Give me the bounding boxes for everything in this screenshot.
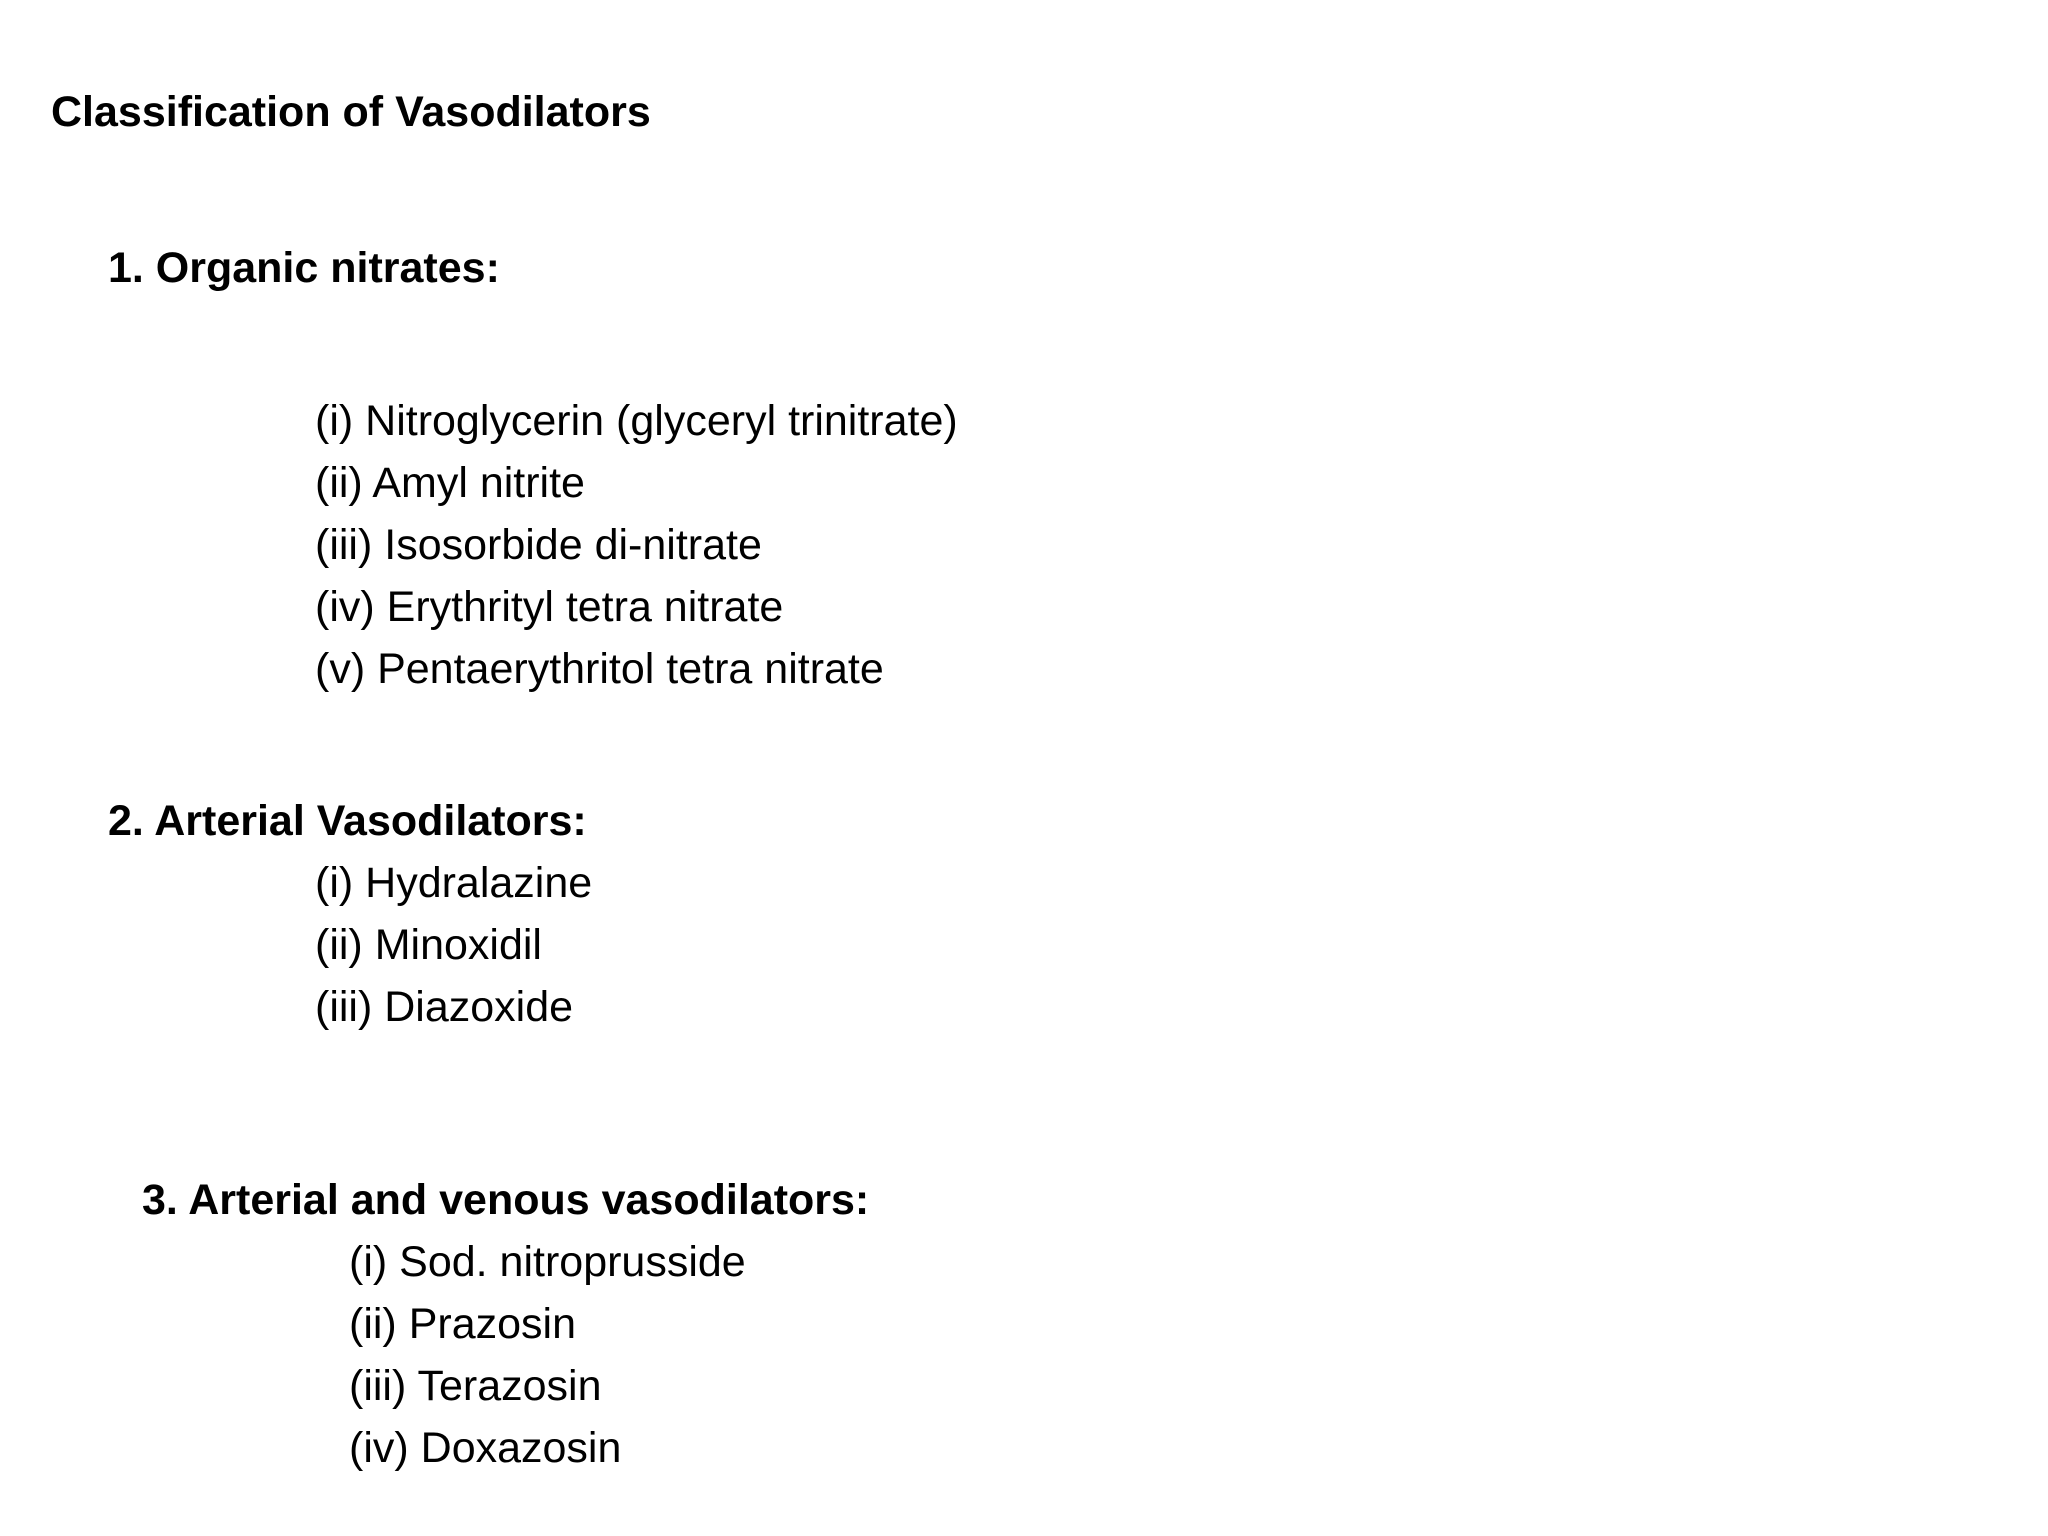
list-item: (iii) Isosorbide di-nitrate — [315, 521, 762, 569]
drug-list — [315, 852, 592, 1038]
list-item: (i) Hydralazine — [315, 859, 593, 907]
page-title: Classification of Vasodilators — [51, 88, 651, 136]
list-item: (i) Nitroglycerin (glyceryl trinitrate) — [315, 397, 958, 445]
drug-list — [349, 1231, 869, 1479]
list-item: (iv) Erythrityl tetra nitrate — [315, 583, 784, 631]
list-item: (iv) Doxazosin — [349, 1424, 622, 1472]
section-arterial-vasodilators — [108, 793, 592, 1038]
list-item: (i) Sod. nitroprusside — [349, 1238, 746, 1286]
list-item: (iii) Terazosin — [349, 1362, 602, 1410]
section-organic-nitrates — [108, 240, 958, 700]
section-heading: 1. Organic nitrates: — [108, 244, 500, 292]
list-item: (ii) Amyl nitrite — [315, 459, 585, 507]
section-heading: 3. Arterial and venous vasodilators: — [142, 1176, 870, 1224]
list-item: (ii) Minoxidil — [315, 921, 542, 969]
list-item: (iii) Diazoxide — [315, 983, 574, 1031]
list-item: (ii) Prazosin — [349, 1300, 576, 1348]
section-arterial-and-venous-vasodilators — [142, 1172, 869, 1479]
section-heading: 2. Arterial Vasodilators: — [108, 797, 587, 845]
list-item: (v) Pentaerythritol tetra nitrate — [315, 645, 884, 693]
drug-list — [315, 390, 958, 700]
